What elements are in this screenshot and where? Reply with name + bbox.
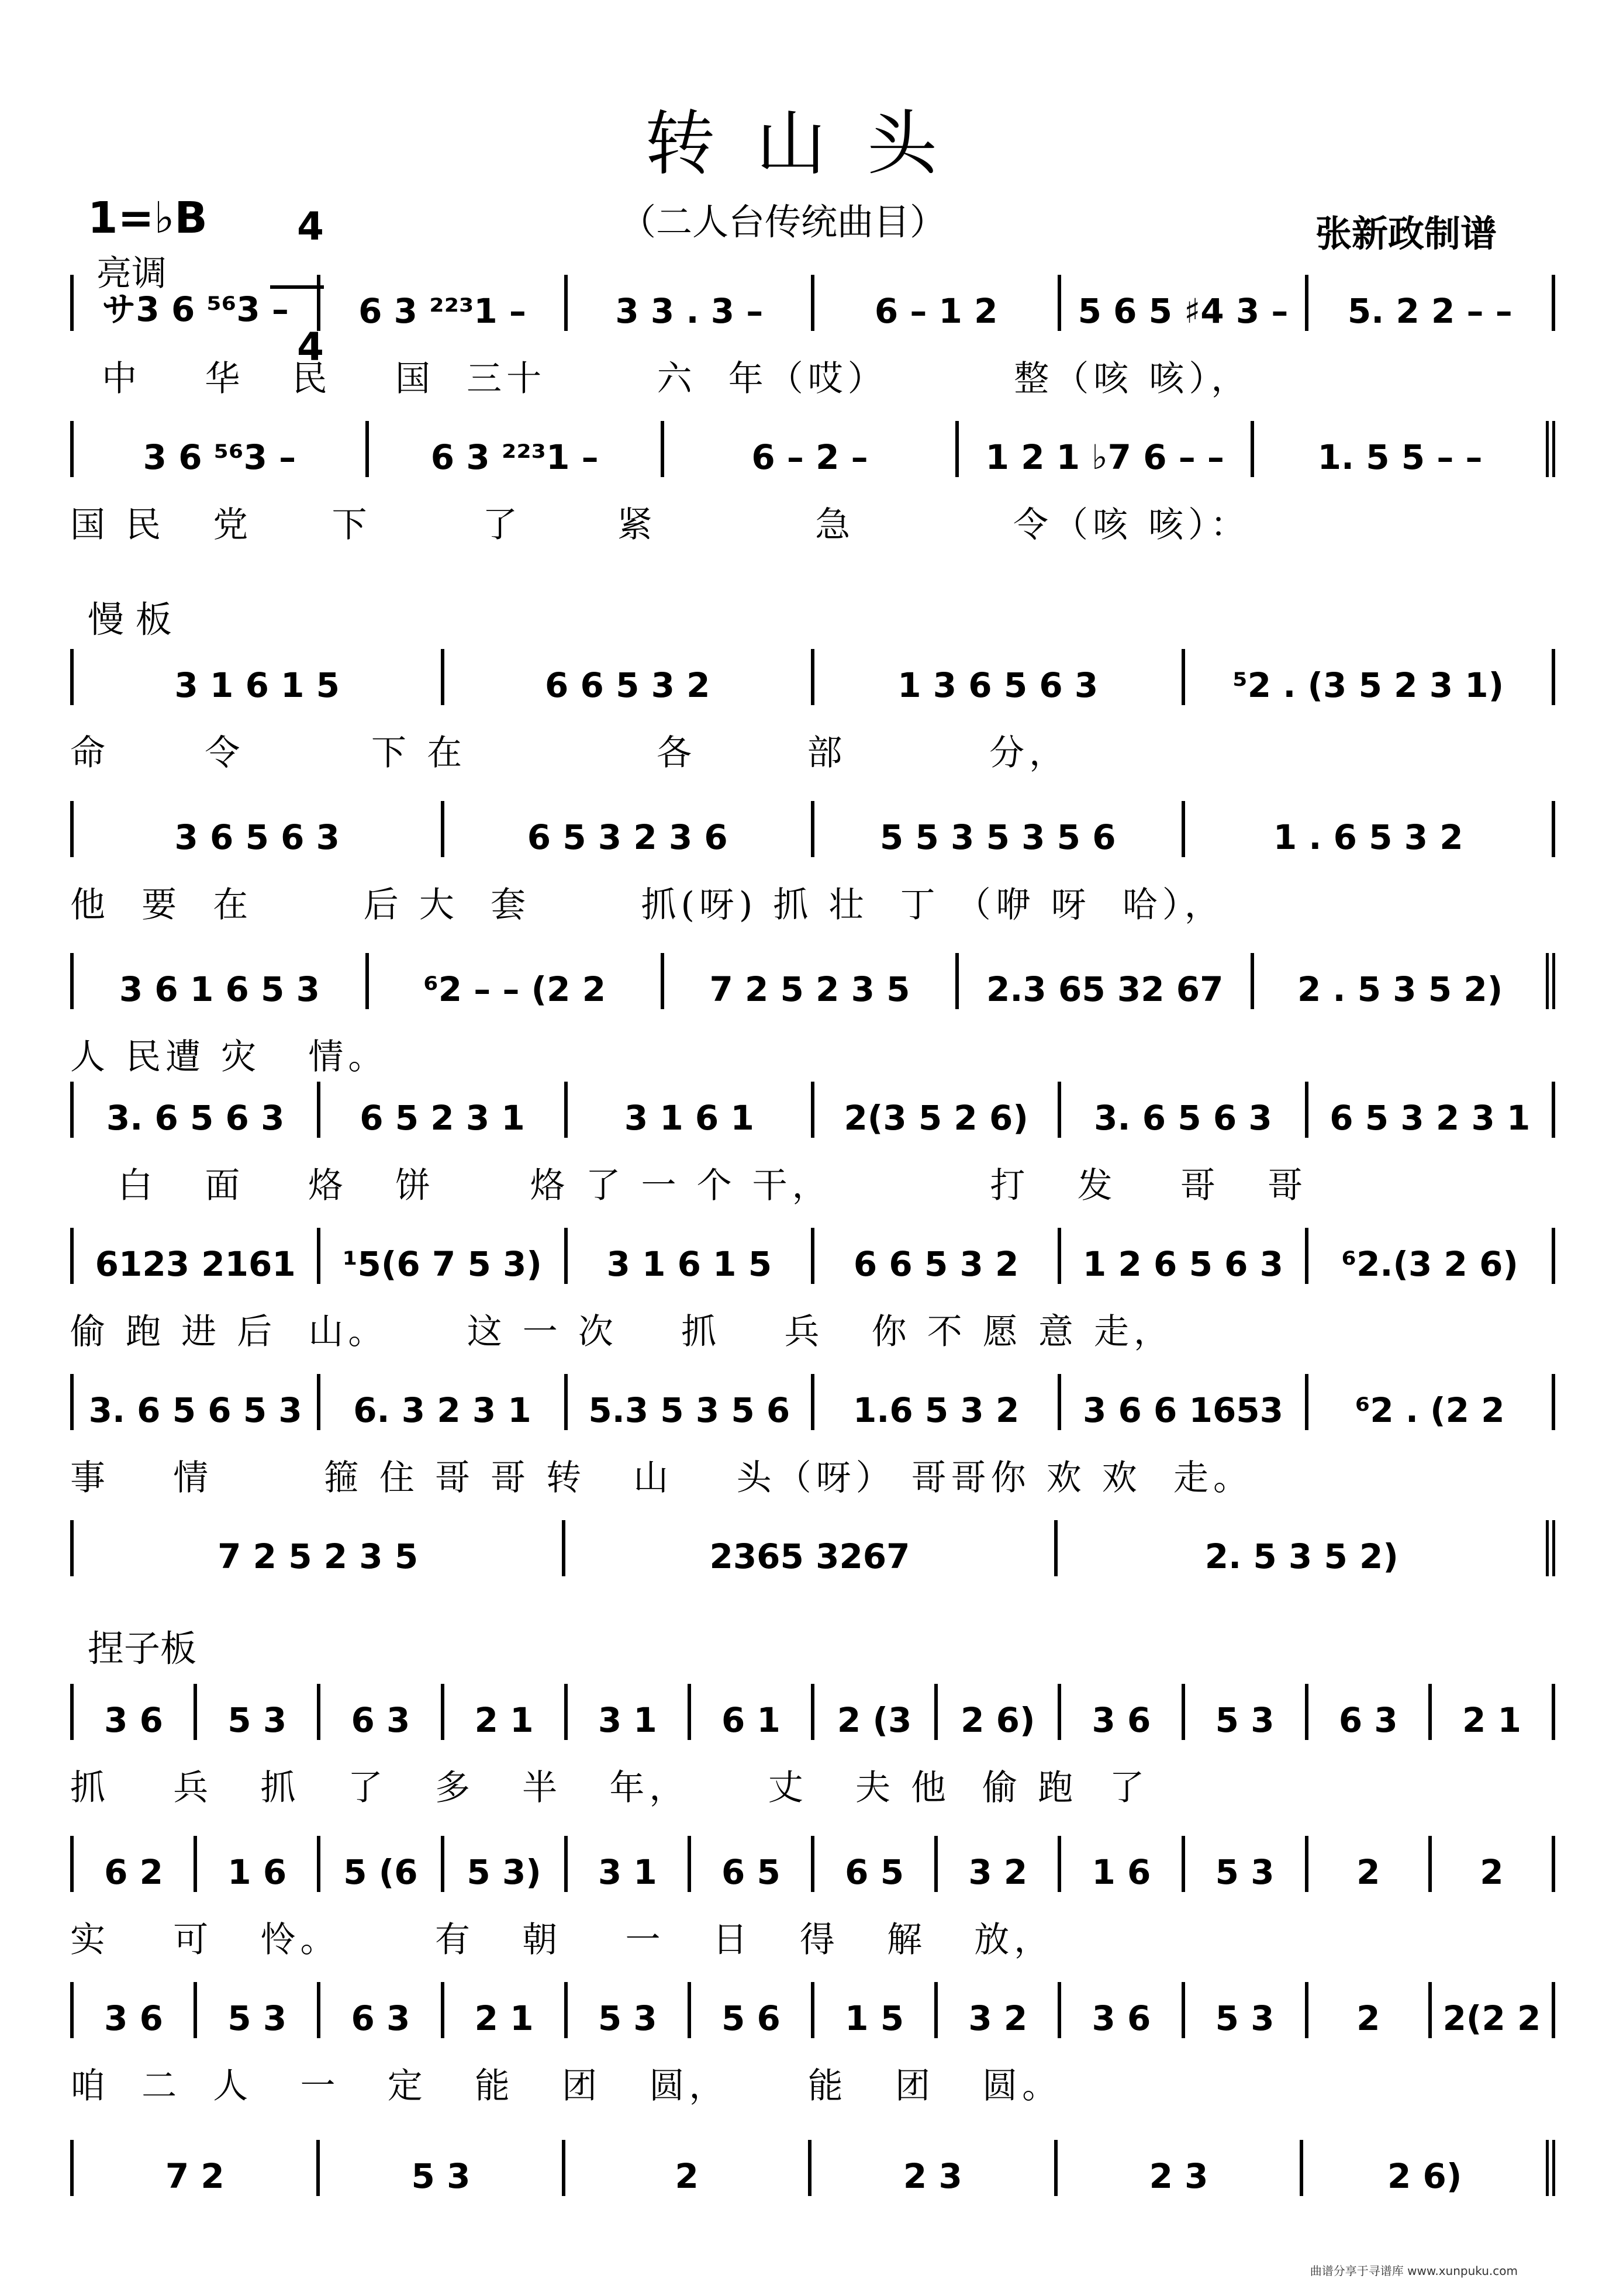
measure: 3 6 [1061, 1982, 1185, 2038]
key-signature: 1=♭B [88, 193, 208, 243]
notes-row [70, 1836, 1555, 1892]
lyrics-line: 人 民遭 灾 情。 [70, 1037, 388, 1078]
measure: 2 [1432, 1836, 1555, 1892]
measure: 6 6 5 3 2 [444, 649, 815, 705]
measure: 1.6 5 3 2 [814, 1374, 1061, 1430]
measure: 5 3 [197, 1982, 320, 2038]
measure: 7 2 5 2 3 5 [664, 953, 959, 1009]
measure: 1 . 6 5 3 2 [1185, 801, 1556, 857]
measure: 5 3 [568, 1982, 691, 2038]
measure: 2 3 [1058, 2140, 1304, 2196]
measure: 1 6 [1061, 1836, 1185, 1892]
measure: 3 1 6 1 5 [70, 649, 444, 705]
measure: 3 1 6 1 [568, 1082, 814, 1138]
measure: ¹5(6 7 5 3) [320, 1228, 567, 1284]
notes-row [70, 1374, 1555, 1430]
measure: 6 5 2 3 1 [320, 1082, 567, 1138]
notes-row [70, 1228, 1555, 1284]
measure: 5 5 3 5 3 5 6 [814, 801, 1185, 857]
lyrics-line: 中 华 民 国 三十 六 年（哎） 整（咳 咳）， [70, 358, 1251, 399]
lyrics-line: 抓 兵 抓 了 多 半 年， 丈 夫 他 偷 跑 了 [70, 1767, 1149, 1808]
measure: 5. 2 2 – – [1308, 275, 1555, 331]
measure: 2 1 [444, 1684, 568, 1740]
measure: 5.3 5 3 5 6 [568, 1374, 814, 1430]
notes-row [70, 649, 1555, 705]
measure: 3. 6 5 6 3 [1061, 1082, 1308, 1138]
lyrics-line: 咱 二 人 一 定 能 团 圆， 能 团 圆。 [70, 2066, 1062, 2107]
measure: 6 6 5 3 2 [814, 1228, 1061, 1284]
measure: 5 3 [1185, 1836, 1308, 1892]
subtitle: （二人台传统曲目） [620, 201, 947, 243]
notes-row [70, 2140, 1555, 2196]
notes-row [70, 953, 1555, 1009]
page-title: 转山头 [645, 103, 978, 185]
measure: 2 6) [938, 1684, 1061, 1740]
measure: 3 6 [1061, 1684, 1185, 1740]
measure: 3 6 1 6 5 3 [70, 953, 369, 1009]
notes-row [70, 801, 1555, 857]
measure: 3 3 . 3 – [568, 275, 814, 331]
measure: 6 2 [70, 1836, 197, 1892]
measure: 2 (3 [814, 1684, 938, 1740]
notes-row [70, 1520, 1555, 1576]
notes-row [70, 275, 1555, 331]
lyrics-line: 偷 跑 进 后 山。 这 一 次 抓 兵 你 不 愿 意 走， [70, 1311, 1173, 1352]
measure: 2(2 2 [1432, 1982, 1555, 2038]
measure: 2 6) [1303, 2140, 1555, 2196]
measure: 6 – 2 – [664, 421, 959, 477]
measure: 3 1 [568, 1836, 691, 1892]
measure: 2 [1308, 1836, 1432, 1892]
measure: 5 6 5 ♯4 3 – [1061, 275, 1308, 331]
measure: サ3 6 ⁵⁶3 – [70, 275, 320, 331]
measure: 2365 3267 [565, 1520, 1057, 1576]
measure: ⁶2 . (2 2 [1308, 1374, 1555, 1430]
lyrics-line: 命 令 下 在 各 部 分， [70, 733, 1069, 774]
measure: 2. 5 3 5 2) [1058, 1520, 1555, 1576]
arranger: 张新政制谱 [1315, 212, 1497, 255]
measure: 2 1 [444, 1982, 568, 2038]
measure: 1. 5 5 – – [1254, 421, 1555, 477]
measure: 1 2 1 ♭7 6 – – [959, 421, 1254, 477]
measure: 5 3 [197, 1684, 320, 1740]
lyrics-line: 国 民 党 下 了 紧 急 令（咳 咳）： [70, 505, 1251, 545]
measure: 6 3 ²²³1 – [369, 421, 664, 477]
measure: 3 1 6 1 5 [568, 1228, 814, 1284]
measure: 2 [565, 2140, 811, 2196]
notes-row [70, 421, 1555, 477]
measure: 3 6 ⁵⁶3 – [70, 421, 369, 477]
measure: 2(3 5 2 6) [814, 1082, 1061, 1138]
measure: 3. 6 5 6 5 3 [70, 1374, 320, 1430]
measure: 2 1 [1432, 1684, 1555, 1740]
measure: 1 5 [814, 1982, 938, 2038]
footer-watermark: 曲谱分享于寻谱库 www.xunpuku.com [1310, 2264, 1518, 2278]
time-signature-bottom: 4 [296, 324, 324, 370]
measure: ⁵2 . (3 5 2 3 1) [1185, 649, 1556, 705]
measure: 1 3 6 5 6 3 [814, 649, 1185, 705]
measure: 5 3) [444, 1836, 568, 1892]
measure: 3 2 [938, 1982, 1061, 2038]
measure: 7 2 [70, 2140, 320, 2196]
measure: ⁶2 – – (2 2 [369, 953, 664, 1009]
measure: 6 5 [814, 1836, 938, 1892]
measure: 6 1 [691, 1684, 814, 1740]
tempo-slow: 慢 板 [88, 598, 172, 641]
measure: 6 – 1 2 [814, 275, 1061, 331]
measure: 3 6 [70, 1982, 197, 2038]
measure: 5 3 [320, 2140, 566, 2196]
lyrics-line: 实 可 怜。 有 朝 一 日 得 解 放， [70, 1919, 1054, 1960]
measure: 2.3 65 32 67 [959, 953, 1254, 1009]
measure: 2 [1308, 1982, 1432, 2038]
measure: 1 2 6 5 6 3 [1061, 1228, 1308, 1284]
measure: 6 3 ²²³1 – [320, 275, 567, 331]
measure: 6 5 3 2 3 1 [1308, 1082, 1555, 1138]
measure: 5 3 [1185, 1684, 1308, 1740]
time-signature-top: 4 [296, 204, 324, 249]
measure: 2 . 5 3 5 2) [1254, 953, 1555, 1009]
measure: 5 6 [691, 1982, 814, 2038]
measure: 6. 3 2 3 1 [320, 1374, 567, 1430]
measure: 6 5 [691, 1836, 814, 1892]
measure: 6 3 [320, 1982, 444, 2038]
measure: 1 6 [197, 1836, 320, 1892]
notes-row [70, 1082, 1555, 1138]
measure: 6 3 [1308, 1684, 1432, 1740]
measure: 3. 6 5 6 3 [70, 1082, 320, 1138]
measure: 3 6 [70, 1684, 197, 1740]
measure: 7 2 5 2 3 5 [70, 1520, 565, 1576]
measure: 3 2 [938, 1836, 1061, 1892]
measure: 5 3 [1185, 1982, 1308, 2038]
notes-row [70, 1982, 1555, 2038]
measure: 6 3 [320, 1684, 444, 1740]
lyrics-line: 白 面 烙 饼 烙 了 一 个 干， 打 发 哥 哥 [70, 1165, 1308, 1206]
measure: 2 3 [811, 2140, 1058, 2196]
lyrics-line: 他 要 在 后 大 套 抓(呀) 抓 壮 丁 （咿 呀 哈）， [70, 885, 1224, 926]
notes-row [70, 1684, 1555, 1740]
measure: 3 6 6 1653 [1061, 1374, 1308, 1430]
time-signature [270, 171, 324, 370]
lyrics-line: 事 情 箍 住 哥 哥 转 山 头（呀） 哥哥你 欢 欢 走。 [70, 1458, 1253, 1499]
mode-label: 亮调 [96, 253, 167, 294]
measure: 6123 2161 [70, 1228, 320, 1284]
measure: ⁶2.(3 2 6) [1308, 1228, 1555, 1284]
measure: 5 (6 [320, 1836, 444, 1892]
measure: 3 1 [568, 1684, 691, 1740]
tempo-fast: 捏子板 [88, 1627, 197, 1670]
measure: 3 6 5 6 3 [70, 801, 444, 857]
measure: 6 5 3 2 3 6 [444, 801, 815, 857]
